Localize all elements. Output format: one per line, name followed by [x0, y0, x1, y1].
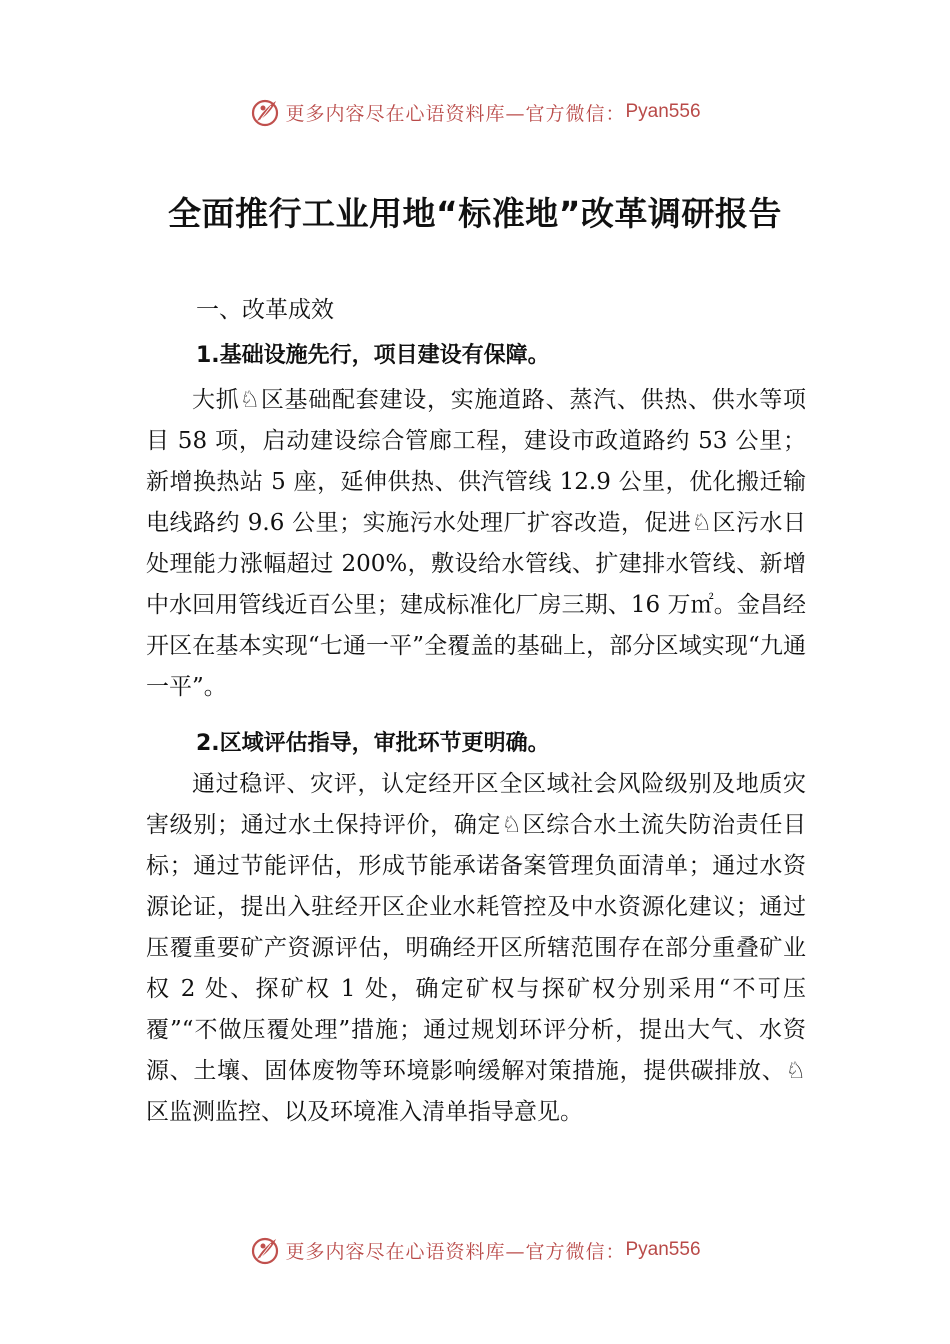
document-body	[146, 290, 806, 1133]
subsection-paragraph-1: 大抓♘区基础配套建设，实施道路、蒸汽、供热、供水等项目 58 项，启动建设综合管廊工程，建设市政道路约 53 公里；新增换热站 5 座，延伸供热、供汽管线 12.9 公里，优化搬迁输电线路约 9.6 公里；实施污水处理厂扩容改造，促进♘区污水日处理能力涨幅超过 200%，敷设给水管线、扩建排水管线、新增中水回用管线近百公里；建成标准化厂房三期、16 万㎡。金昌经开区在基本实现“七通一平”全覆盖的基础上，部分区域实现“九通一平”。	[146, 387, 806, 700]
feather-pen-logo-icon	[249, 1234, 281, 1266]
watermark-handle: Pyan556	[625, 1239, 701, 1260]
subsection-heading-1: 1.基础设施先行，项目建设有保障。	[196, 343, 550, 368]
watermark-text: 更多内容尽在心语资料库—官方微信：	[285, 102, 626, 125]
section-heading: 一、改革成效	[196, 297, 334, 323]
watermark-text: 更多内容尽在心语资料库—官方微信：	[285, 1240, 626, 1263]
watermark-header	[0, 96, 950, 128]
feather-pen-logo-icon	[249, 96, 281, 128]
watermark-footer	[0, 1234, 950, 1266]
watermark-handle: Pyan556	[625, 101, 701, 122]
subsection-heading-2: 2.区域评估指导，审批环节更明确。	[196, 731, 550, 756]
subsection-paragraph-2: 通过稳评、灾评，认定经开区全区域社会风险级别及地质灾害级别；通过水土保持评价，确定♘区综合水土流失防治责任目标；通过节能评估，形成节能承诺备案管理负面清单；通过水资源论证，提出入驻经开区企业水耗管控及中水资源化建议；通过压覆重要矿产资源评估，明确经开区所辖范围存在部分重叠矿业权 2 处、探矿权 1 处，确定矿权与探矿权分别采用“不可压覆”“不做压覆处理”措施；通过规划环评分析，提出大气、水资源、土壤、固体废物等环境影响缓解对策措施，提供碳排放、♘区监测监控、以及环境准入清单指导意见。	[146, 771, 806, 1125]
page-title: 全面推行工业用地“标准地”改革调研报告	[168, 194, 782, 233]
